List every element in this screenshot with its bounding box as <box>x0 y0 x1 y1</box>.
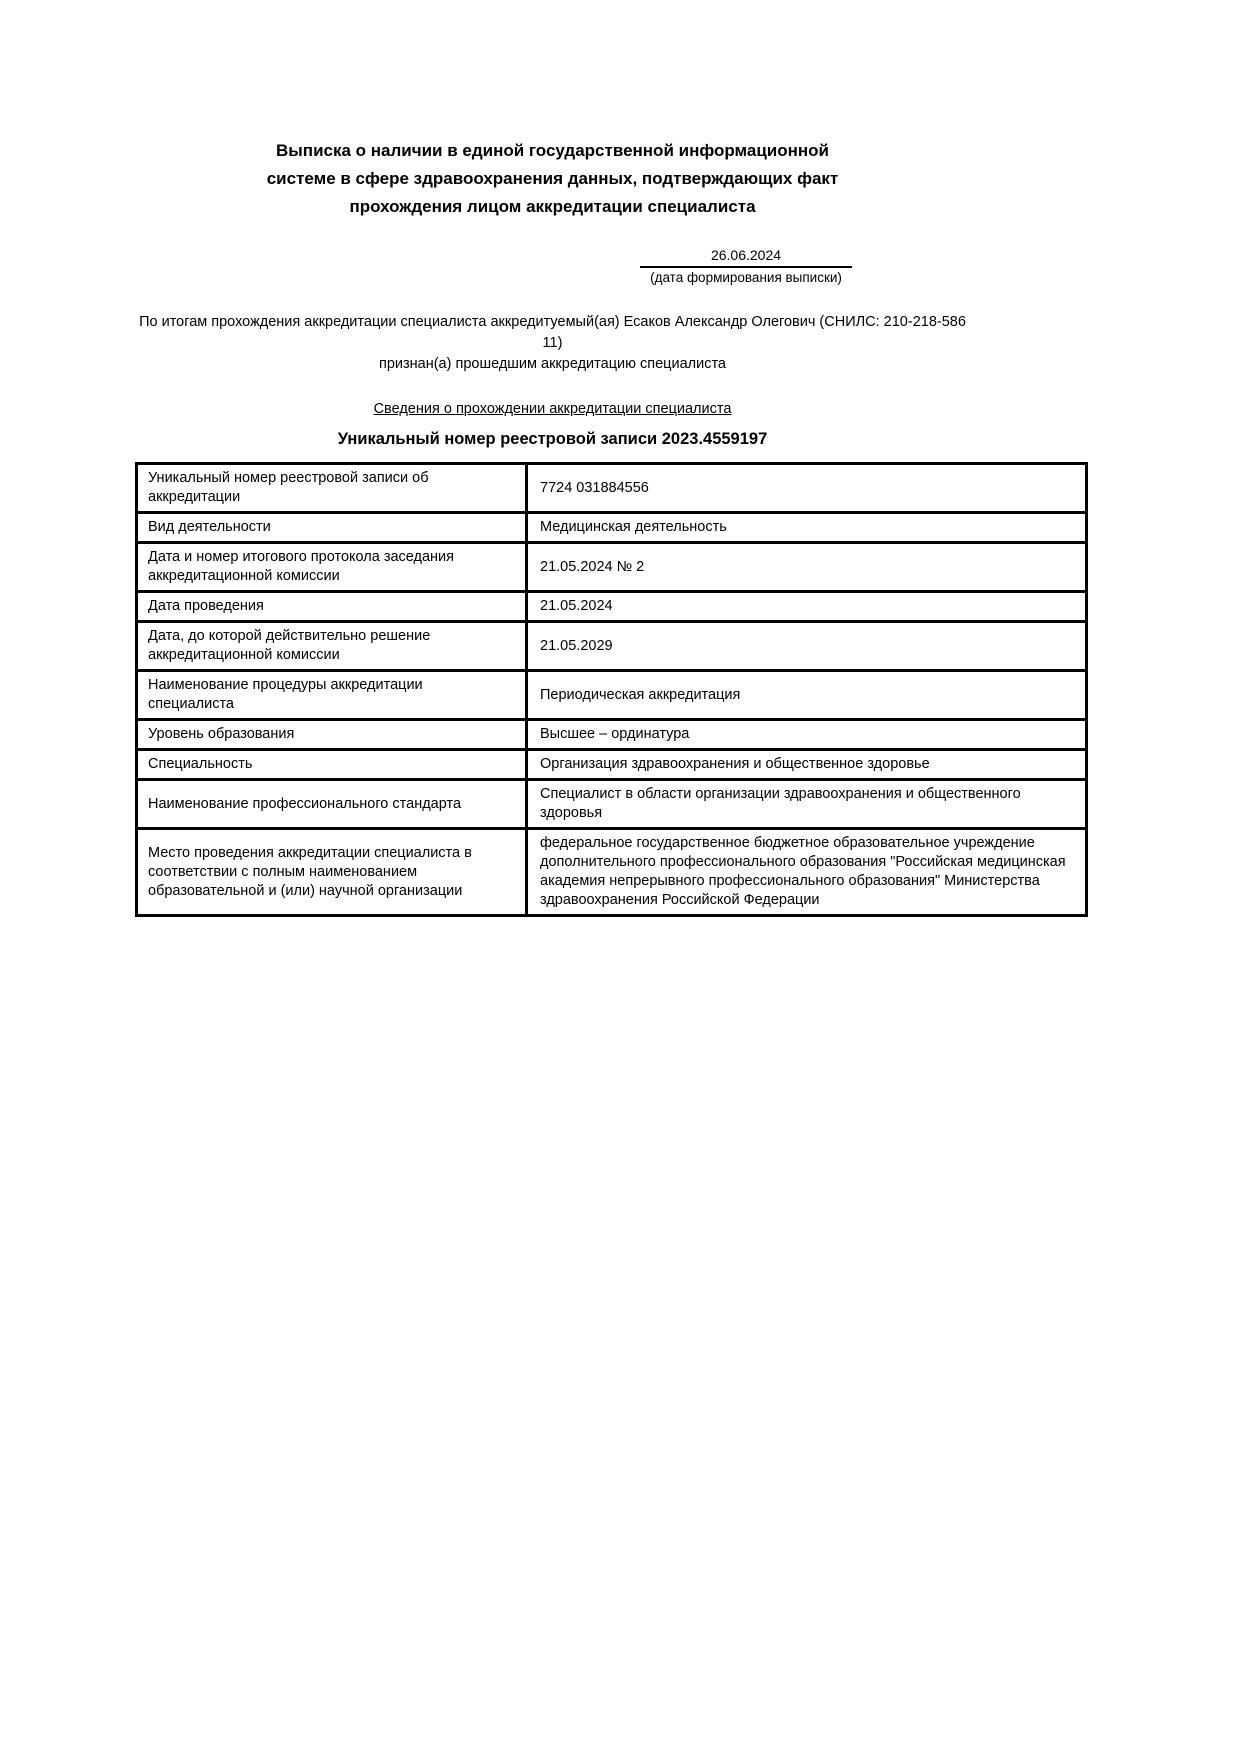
row-label: Наименование профессионального стандарта <box>137 780 527 829</box>
table-row <box>137 622 1087 671</box>
summary-line: признан(а) прошедшим аккредитацию специалиста <box>378 356 726 372</box>
row-label: Специальность <box>137 750 527 780</box>
document-title-line: системе в сфере здравоохранения данных, подтверждающих факт <box>266 169 839 188</box>
row-value: 21.05.2029 <box>527 622 1087 671</box>
row-label: Место проведения аккредитации специалиста в соответствии с полным наименованием образовательной и (или) научной организации <box>137 829 527 916</box>
row-label: Уникальный номер реестровой записи об аккредитации <box>137 464 527 513</box>
row-value: 7724 031884556 <box>527 464 1087 513</box>
row-value: Организация здравоохранения и общественное здоровье <box>527 750 1087 780</box>
document-title-line: Выписка о наличии в единой государственной информационной <box>276 141 829 160</box>
extract-date-block <box>640 247 852 285</box>
row-label: Дата, до которой действительно решение аккредитационной комиссии <box>137 622 527 671</box>
table-row <box>137 829 1087 916</box>
table-row <box>137 750 1087 780</box>
row-label: Вид деятельности <box>137 513 527 543</box>
table-row <box>137 780 1087 829</box>
table-row <box>137 720 1087 750</box>
table-row <box>137 592 1087 622</box>
row-value: 21.05.2024 <box>527 592 1087 622</box>
row-label: Дата проведения <box>137 592 527 622</box>
row-label: Уровень образования <box>137 720 527 750</box>
table-row <box>137 464 1087 513</box>
section-heading: Сведения о прохождении аккредитации специалиста <box>373 401 732 417</box>
table-row <box>137 671 1087 720</box>
summary-paragraph <box>135 312 970 375</box>
row-value: 21.05.2024 № 2 <box>527 543 1087 592</box>
extract-date-caption: (дата формирования выписки) <box>650 270 842 285</box>
registry-number-subtitle: Уникальный номер реестровой записи 2023.4559197 <box>337 430 768 448</box>
accreditation-details-table <box>135 462 1088 917</box>
row-value: Высшее – ординатура <box>527 720 1087 750</box>
table-row <box>137 513 1087 543</box>
row-label: Дата и номер итогового протокола заседания аккредитационной комиссии <box>137 543 527 592</box>
row-value: Специалист в области организации здравоохранения и общественного здоровья <box>527 780 1087 829</box>
document-title-line: прохождения лицом аккредитации специалиста <box>349 197 756 216</box>
table-row <box>137 543 1087 592</box>
row-value: федеральное государственное бюджетное образовательное учреждение дополнительного профессионального образования "Российская медицинская академия непрерывного профессионального образования" Министерства здравоохранения Российской Федерации <box>527 829 1087 916</box>
row-value: Медицинская деятельность <box>527 513 1087 543</box>
row-label: Наименование процедуры аккредитации специалиста <box>137 671 527 720</box>
extract-date: 26.06.2024 <box>640 247 852 268</box>
document-title <box>135 137 970 221</box>
row-value: Периодическая аккредитация <box>527 671 1087 720</box>
summary-line: По итогам прохождения аккредитации специалиста аккредитуемый(ая) Есаков Александр Олегович (СНИЛС: 210-218-586 11) <box>139 314 966 351</box>
